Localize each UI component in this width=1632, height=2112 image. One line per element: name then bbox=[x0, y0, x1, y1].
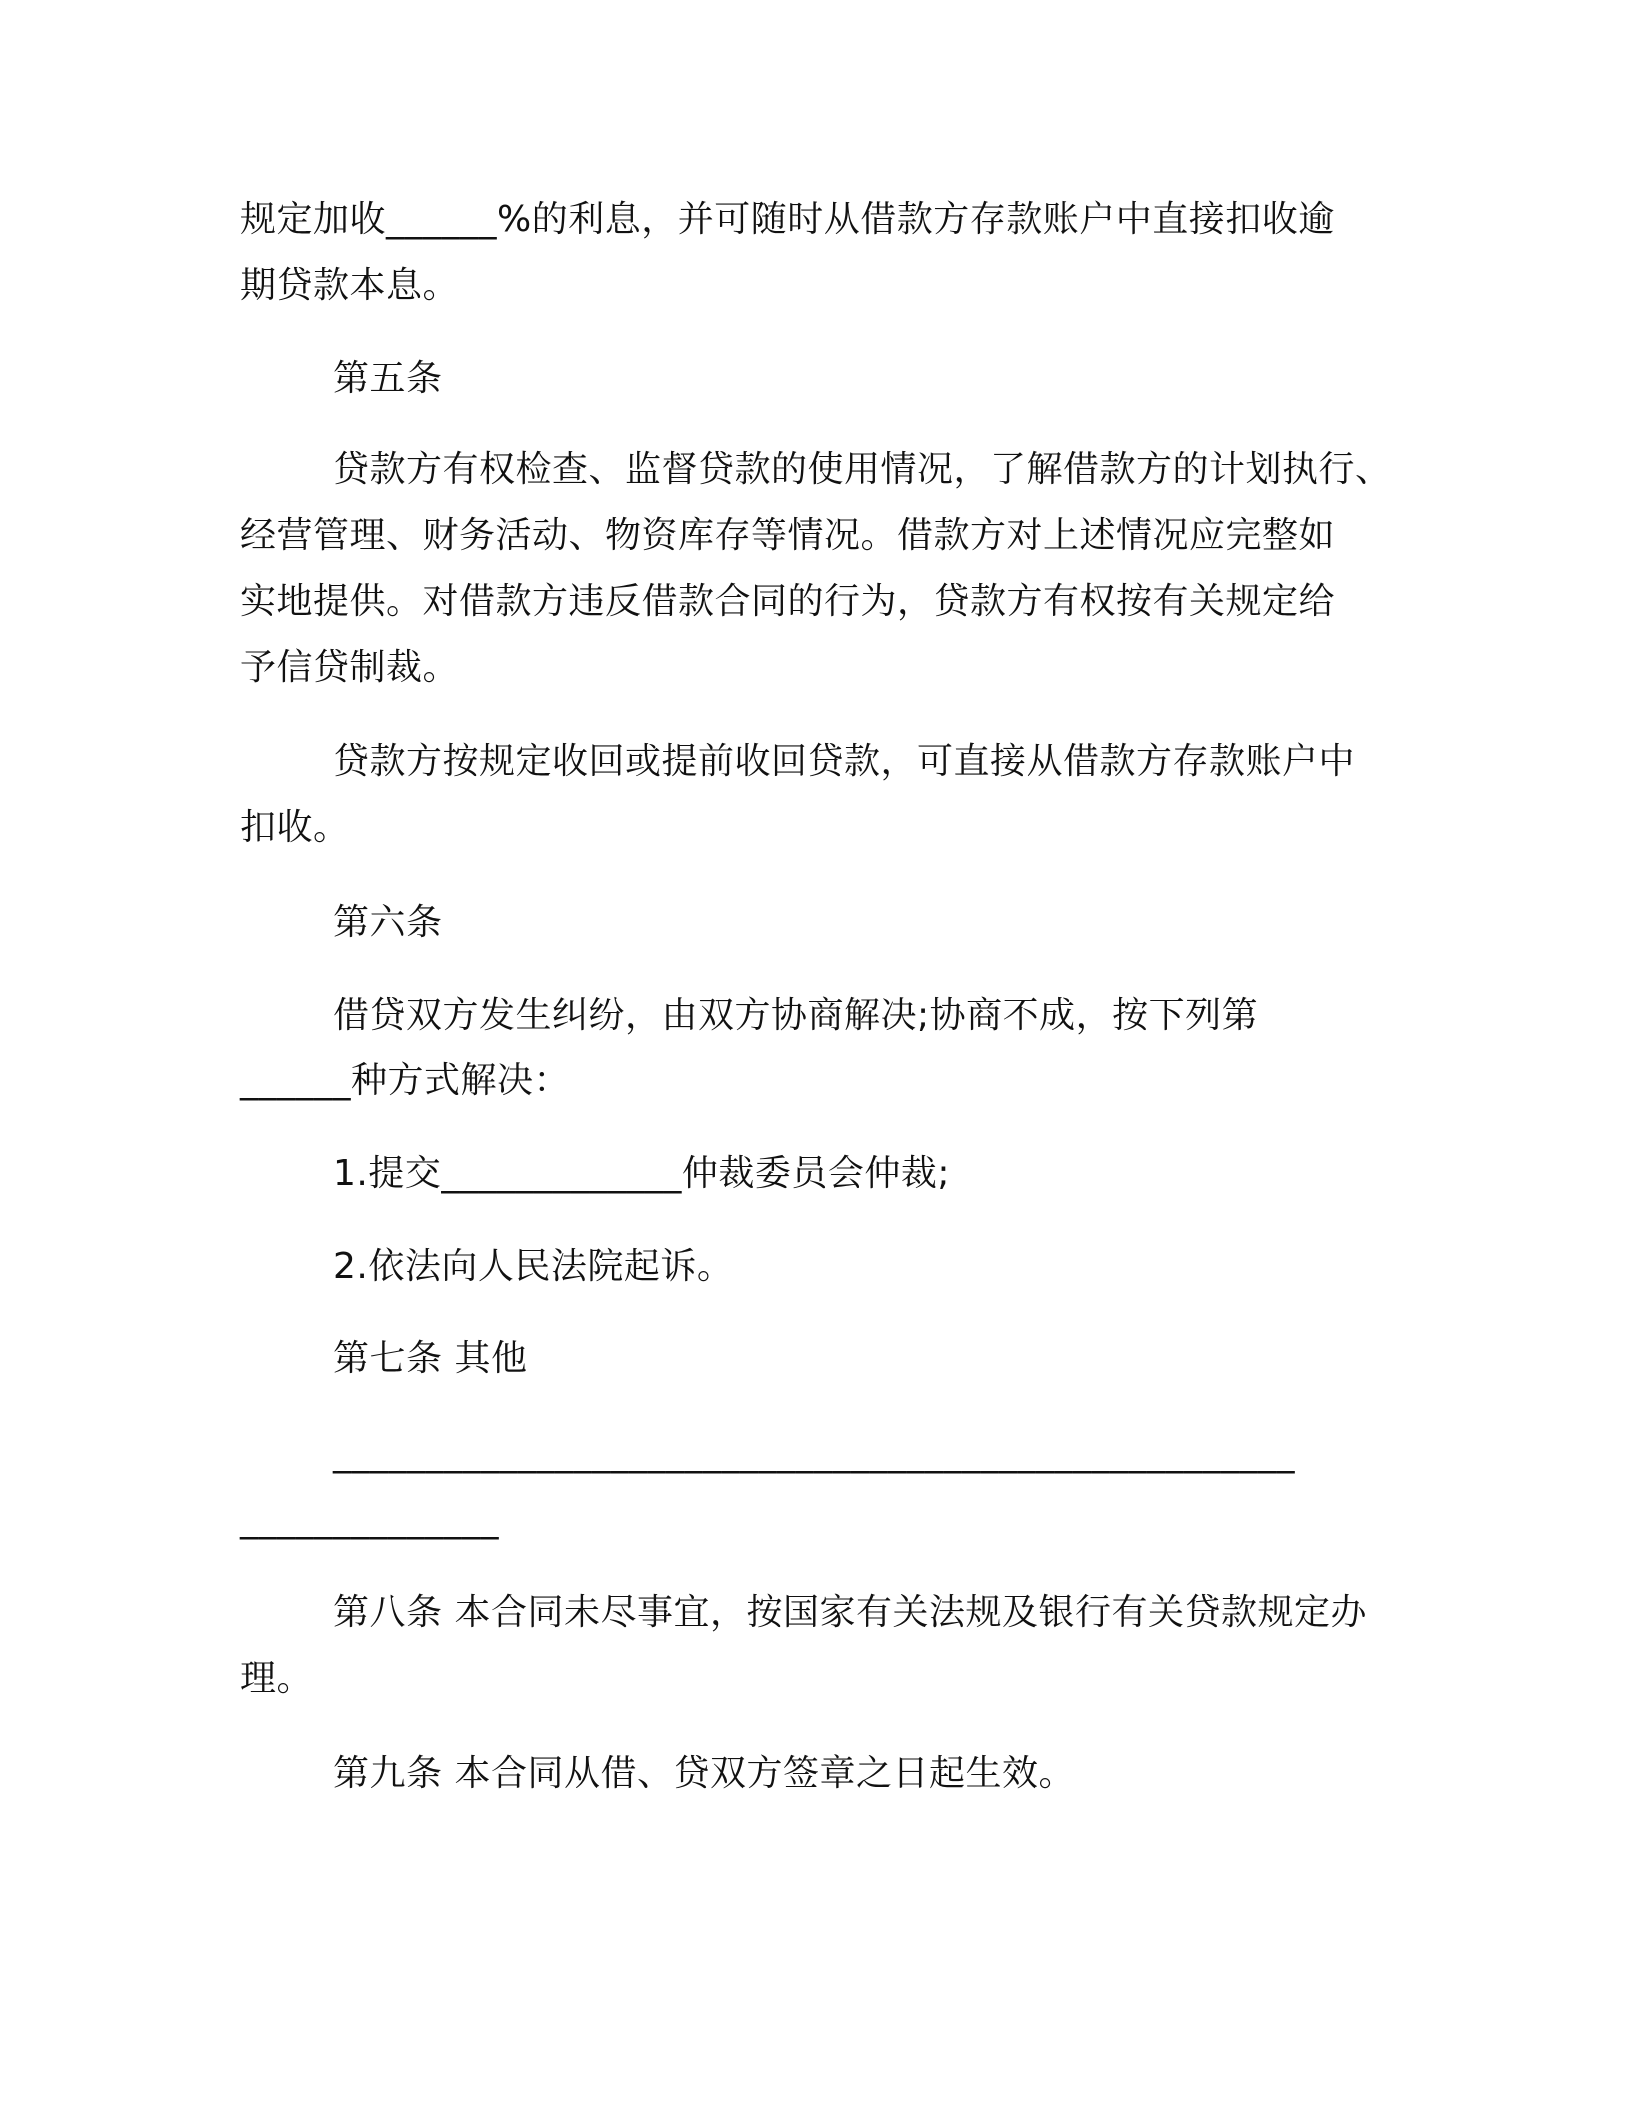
paragraph-line: 实地提供。对借款方违反借款合同的行为，贷款方有权按有关规定给 bbox=[240, 581, 1336, 622]
blank-line: ____________________________________________________ bbox=[333, 1433, 1295, 1474]
paragraph-line: 第九条 本合同从借、贷双方签章之日起生效。 bbox=[333, 1753, 1075, 1794]
paragraph-line: 贷款方按规定收回或提前收回贷款，可直接从借款方存款账户中 bbox=[333, 741, 1356, 782]
blank-line: ______________ bbox=[240, 1499, 499, 1540]
paragraph-line: 借贷双方发生纠纷，由双方协商解决;协商不成，按下列第 bbox=[333, 995, 1259, 1036]
paragraph-line: 第八条 本合同未尽事宜，按国家有关法规及银行有关贷款规定办 bbox=[333, 1592, 1367, 1633]
list-item: 2.依法向人民法院起诉。 bbox=[333, 1246, 734, 1287]
paragraph-line: 经营管理、财务活动、物资库存等情况。借款方对上述情况应完整如 bbox=[240, 515, 1336, 556]
paragraph-line: 贷款方有权检查、监督贷款的使用情况，了解借款方的计划执行、 bbox=[333, 449, 1392, 490]
paragraph-line: ______种方式解决： bbox=[240, 1060, 571, 1101]
article-heading: 第七条 其他 bbox=[333, 1338, 528, 1379]
article-heading: 第六条 bbox=[333, 902, 443, 943]
paragraph-line: 予信贷制裁。 bbox=[240, 647, 460, 688]
paragraph-line: 理。 bbox=[240, 1658, 314, 1699]
paragraph-line: 期贷款本息。 bbox=[240, 265, 460, 306]
paragraph-line: 扣收。 bbox=[240, 807, 350, 848]
paragraph-line: 规定加收______%的利息，并可随时从借款方存款账户中直接扣收逾 bbox=[240, 199, 1335, 240]
list-item: 1.提交_____________仲裁委员会仲裁; bbox=[333, 1153, 950, 1194]
article-heading: 第五条 bbox=[333, 358, 443, 399]
